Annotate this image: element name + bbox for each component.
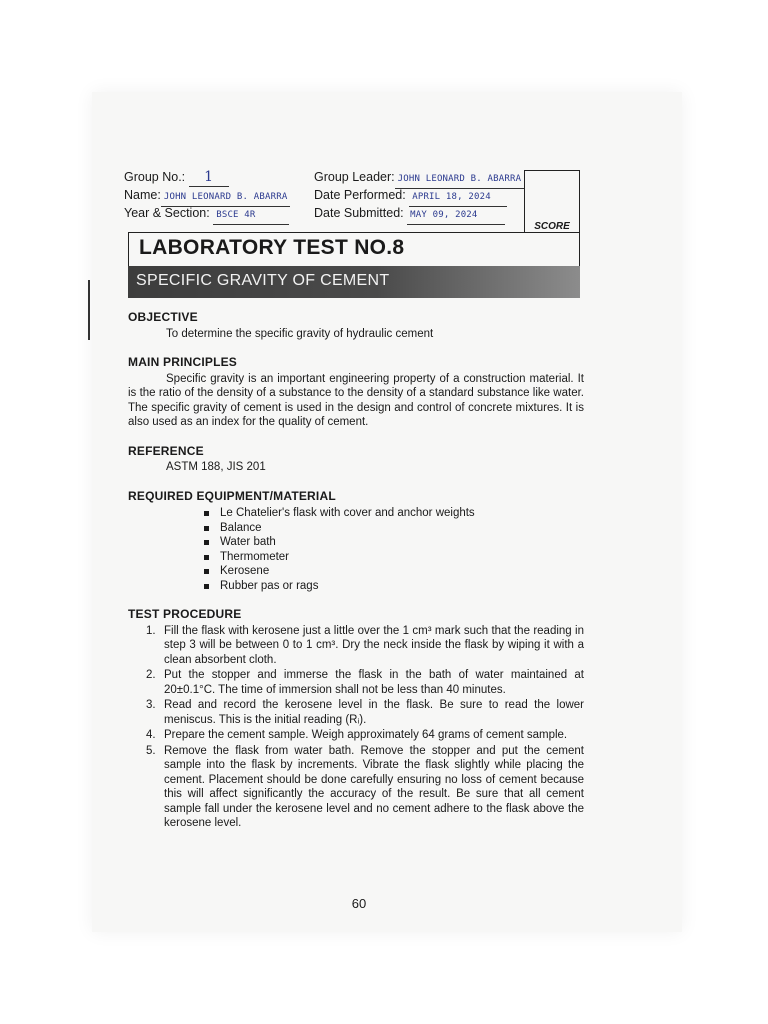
- header-row-1: [124, 168, 524, 186]
- date-submitted-value: MAY 09, 2024: [407, 206, 505, 225]
- step-number: 2.: [146, 669, 156, 681]
- list-item: Water bath: [204, 535, 584, 550]
- reference-section: [128, 444, 584, 475]
- principles-text: Specific gravity is an important engineering property of a construction material. It is the ratio of the density of a substance to the density of a standard substance like water. The specific gravity of cement is used in the design and control of concrete mixtures. It is also used as an index for the quality of cement.: [128, 372, 584, 428]
- name-label: Name:: [124, 188, 161, 202]
- list-item: Balance: [204, 521, 584, 536]
- subtitle-bar: [128, 266, 580, 298]
- date-performed-label: Date Performed:: [314, 188, 406, 202]
- step-number: 5.: [146, 744, 156, 757]
- objective-heading: OBJECTIVE: [128, 310, 198, 324]
- date-performed-value: APRIL 18, 2024: [409, 188, 507, 207]
- principles-heading: MAIN PRINCIPLES: [128, 355, 238, 369]
- objective-section: [128, 310, 584, 341]
- header-row-2: [124, 186, 524, 204]
- procedure-step: [128, 624, 584, 668]
- header-fields: [124, 168, 524, 222]
- objective-text: To determine the specific gravity of hydraulic cement: [166, 327, 434, 340]
- step-number: 4.: [146, 729, 156, 741]
- principles-section: [128, 355, 584, 430]
- page-subtitle: SPECIFIC GRAVITY OF CEMENT: [136, 272, 390, 289]
- reference-text: ASTM 188, JIS 201: [166, 461, 266, 473]
- list-item: Rubber pas or rags: [204, 579, 584, 594]
- step-text: Prepare the cement sample. Weigh approximately 64 grams of cement sample.: [164, 729, 568, 741]
- procedure-list: [128, 624, 584, 831]
- step-number: 1.: [146, 624, 156, 637]
- list-item: Le Chatelier's flask with cover and anchor weights: [204, 506, 584, 521]
- procedure-step: [128, 744, 584, 831]
- header-row-3: [124, 204, 524, 222]
- group-leader-label: Group Leader:: [314, 170, 395, 184]
- procedure-step: [128, 728, 584, 743]
- list-item: Kerosene: [204, 564, 584, 579]
- year-section-value: BSCE 4R: [213, 206, 289, 225]
- group-leader-value: JOHN LEONARD B. ABARRA: [395, 170, 525, 189]
- name-value: JOHN LEONARD B. ABARRA: [161, 188, 291, 207]
- equipment-heading: REQUIRED EQUIPMENT/MATERIAL: [128, 488, 336, 503]
- page-number: 60: [351, 896, 367, 911]
- reference-heading: REFERENCE: [128, 443, 204, 458]
- step-text: Put the stopper and immerse the flask in the bath of water maintained at 20±0.1°C. The time of immersion shall not be less than 40 minutes.: [164, 669, 584, 696]
- step-text: Fill the flask with kerosene just a little over the 1 cm³ mark such that the reading in step 3 will be between 0 to 1 cm³. Dry the neck inside the flask by wiping it with a clean absorbent cloth.: [164, 624, 584, 666]
- list-item: Thermometer: [204, 550, 584, 565]
- step-number: 3.: [146, 699, 156, 711]
- margin-mark: [88, 280, 90, 340]
- step-text: Read and record the kerosene level in the flask. Be sure to read the lower meniscus. This is the initial reading (Rᵢ).: [164, 699, 584, 726]
- procedure-step: [128, 668, 584, 697]
- step-text: Remove the flask from water bath. Remove the stopper and put the cement sample into the flask by increments. Vibrate the flask slightly while placing the cement. Placement should be done carefully ensuring no loss of cement because this will affect significantly the accuracy of the result. Be sure that all cement sample fall under the kerosene level and no cement adhere to the flask above the kerosene level.: [164, 744, 584, 829]
- year-section-label: Year & Section:: [124, 206, 210, 220]
- equipment-list: [128, 506, 584, 593]
- equipment-section: [128, 489, 584, 594]
- group-no-value: 1: [189, 168, 229, 187]
- page-title: LABORATORY TEST NO.8: [139, 236, 405, 259]
- score-label: SCORE: [534, 221, 570, 232]
- date-submitted-label: Date Submitted:: [314, 206, 404, 220]
- procedure-heading: TEST PROCEDURE: [128, 607, 242, 621]
- title-box: [128, 232, 580, 267]
- group-no-label: Group No.:: [124, 170, 186, 184]
- procedure-step: [128, 698, 584, 727]
- procedure-section: [128, 607, 584, 831]
- content: [128, 310, 584, 845]
